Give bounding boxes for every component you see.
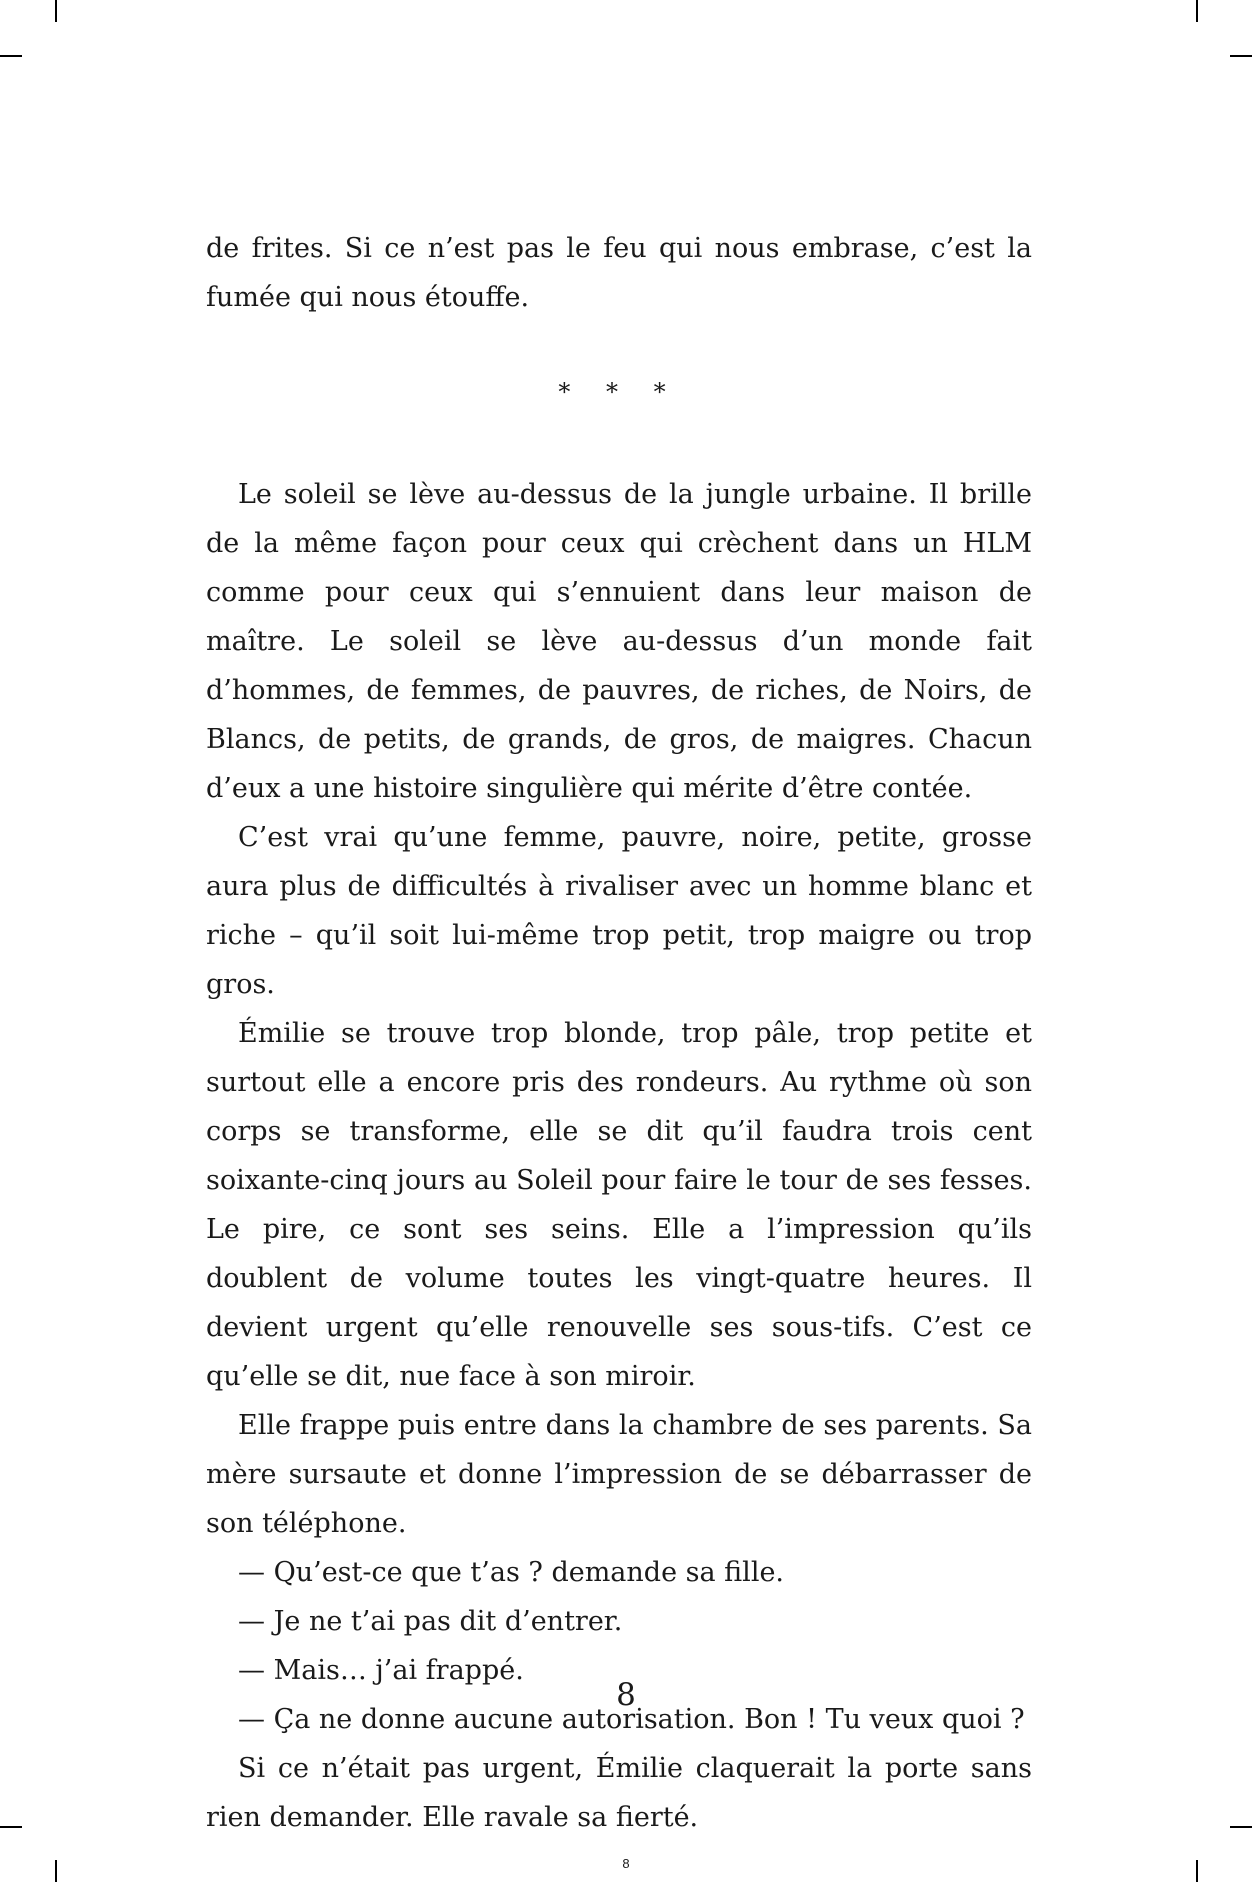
printer-folio: 8 (622, 1856, 630, 1871)
crop-mark-top-left-vertical (55, 0, 57, 22)
crop-mark-bottom-right-horizontal (1230, 1826, 1252, 1828)
section-separator: * * * (558, 378, 680, 406)
paragraph: C’est vrai qu’une femme, pauvre, noire, petite, grosse aura plus de difficultés à rivaliser avec un homme blanc et riche – qu’il soit lui-même trop petit, trop maigre ou trop gros. (206, 822, 1032, 1000)
continuation-block (206, 224, 1032, 322)
crop-mark-bottom-left-horizontal (0, 1826, 22, 1828)
paragraph: Émilie se trouve trop blonde, trop pâle, trop petite et surtout elle a encore pris des rondeurs. Au rythme où son corps se transforme, elle se dit qu’il faudra trois cent soixante-cinq jours au Soleil pour faire le tour de ses fesses. Le pire, ce sont ses seins. Elle a l’impression qu’ils doublent de volume toutes les vingt-quatre heures. Il devient urgent qu’elle renouvelle ses sous-tifs. C’est ce qu’elle se dit, nue face à son miroir. (206, 1018, 1032, 1392)
dialogue-line: — Je ne t’ai pas dit d’entrer. (238, 1606, 623, 1637)
page-number: 8 (616, 1677, 636, 1713)
dialogue-line: — Ça ne donne aucune autorisation. Bon ! Tu veux quoi ? (238, 1704, 1025, 1735)
crop-mark-top-right-vertical (1196, 0, 1198, 22)
paragraph: Le soleil se lève au-dessus de la jungle urbaine. Il brille de la même façon pour ceux qui crèchent dans un HLM comme pour ceux qui s’ennuient dans leur maison de maître. Le soleil se lève au-dessus d’un monde fait d’hommes, de femmes, de pauvres, de riches, de Noirs, de Blancs, de petits, de grands, de gros, de maigres. Chacun d’eux a une histoire singulière qui mérite d’être contée. (206, 479, 1032, 804)
dialogue-line: — Mais… j’ai frappé. (238, 1655, 524, 1686)
paragraph: Si ce n’était pas urgent, Émilie claquerait la porte sans rien demander. Elle ravale sa fierté. (206, 1753, 1032, 1833)
continuation-paragraph: de frites. Si ce n’est pas le feu qui nous embrase, c’est la fumée qui nous étouffe. (206, 233, 1032, 313)
dialogue-line: — Qu’est-ce que t’as ? demande sa fille. (238, 1557, 785, 1588)
main-text-block (206, 470, 1032, 1842)
crop-mark-top-left-horizontal (0, 55, 22, 57)
crop-mark-top-right-horizontal (1230, 55, 1252, 57)
paragraph: Elle frappe puis entre dans la chambre de ses parents. Sa mère sursaute et donne l’impression de se débarrasser de son téléphone. (206, 1410, 1032, 1539)
